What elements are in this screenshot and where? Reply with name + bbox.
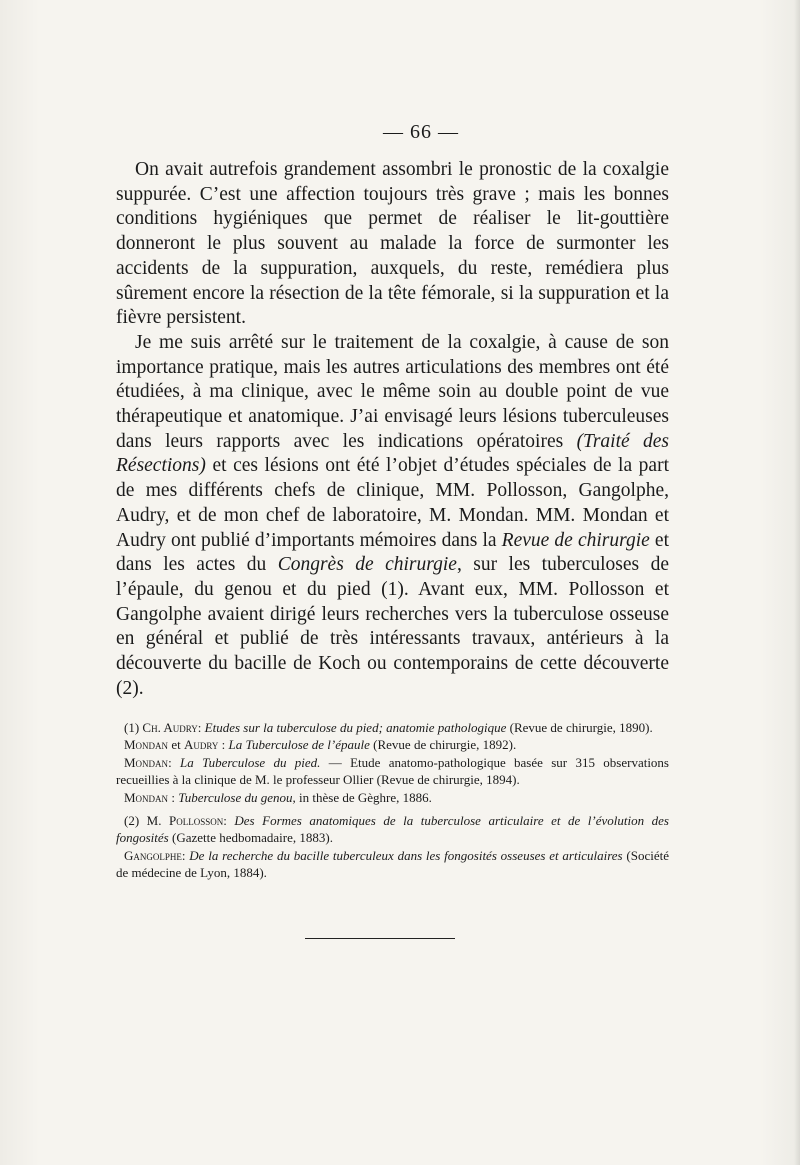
paragraph-2 (116, 331, 669, 702)
footnote-author: Mondan (124, 737, 169, 753)
footnote-source: (Revue de chirurgie, 1890). (506, 720, 653, 735)
footnote-title: La Tuberculose de l’épaule (228, 737, 370, 753)
footnote-marker: (1) (124, 720, 143, 735)
footnote-separator: : (218, 737, 229, 753)
footnote-author: Pollosson (169, 813, 224, 829)
footnote-title: La Tuberculose du pied. (180, 754, 321, 770)
footnote-author: Mondan (124, 754, 169, 770)
footnote-5 (116, 812, 669, 847)
footnote-author: Audry (183, 737, 219, 753)
footnote-2 (116, 736, 669, 753)
footnote-source: (Société de médecine de Lyon, 1884). (116, 847, 669, 881)
paragraph-2-part-a: Je me suis arrêté sur le traitement de la coxalgie, à cause de son importance pratique, mais les autres articulations des membres ont été étudiées, à ma clinique, avec le même soin au double point de vue thérapeutique et anatomique. J’ai envisagé leurs lésions tuberculeuses dans leurs rapports avec les indications opératoires (116, 331, 669, 452)
footnote-author: Mondan (124, 789, 169, 805)
footnote-author: Gangolphe (124, 847, 182, 863)
footnote-title: Tuberculose du genou, (178, 789, 296, 805)
congres-de-chirurgie-title: Congrès de chirurgie (277, 554, 457, 576)
footnote-separator: et (168, 737, 184, 753)
page-number-text: — 66 — (383, 121, 459, 143)
footnote-title: De la recherche du bacille tuberculeux dans les fongosités osseuses et articulaires (189, 847, 623, 863)
footnote-source: (Revue de chirurgie, 1892). (369, 737, 517, 753)
footnote-author: Ch. Audry (142, 720, 198, 735)
footnote-4 (116, 789, 669, 806)
page-number (0, 121, 800, 144)
revue-de-chirurgie-title: Revue de chirurgie (501, 529, 650, 551)
body-text (116, 158, 669, 701)
paragraph-2-part-e: et dans les actes du (116, 529, 669, 576)
footnote-separator: : (223, 813, 235, 829)
footnote-marker: (2) M. (124, 813, 170, 829)
footnote-separator: : (197, 720, 205, 735)
paragraph-2-part-g: , sur les tuberculoses de l’épaule, du genou et du pied (1). Avant eux, MM. Pollosson et Gangolphe avaient dirigé leurs recherches vers la tuberculose osseuse en général et publié de très intéressants travaux, antérieurs à la découverte du bacille de Koch ou contemporains de cette découverte (2). (116, 554, 669, 699)
footnote-separator: : (168, 754, 181, 770)
footnote-separator: : (168, 789, 179, 805)
footnote-3 (116, 754, 669, 789)
footnote-source: in thèse de Gèghre, 1886. (295, 789, 432, 805)
footnote-source: — Etude anatomo-pathologique basée sur 315 observations recueillies à la clinique de M. le professeur Ollier (Revue de chirurgie, 1894). (116, 754, 669, 788)
paragraph-2-part-c: et ces lésions ont été l’objet d’études spéciales de la part de mes différents chefs de clinique, MM. Pollosson, Gangolphe, Audry, et de mon chef de laboratoire, M. Mondan. MM. Mondan et Audry ont publié d’importants mémoires dans la (116, 455, 669, 551)
traite-des-resections-title: (Traité des Résections) (116, 430, 669, 477)
footnote-1 (116, 719, 669, 736)
footnote-separator: : (181, 847, 190, 863)
paragraph-1: On avait autrefois grandement assombri le pronostic de la coxalgie suppurée. C’est une affection toujours très grave ; mais les bonnes conditions hygiéniques que permet de réaliser le lit-gouttière donneront le plus souvent au malade la force de surmonter les accidents de la suppuration, auxquels, du reste, remédiera plus sûrement encore la résection de la tête fémorale, si la suppuration et la fièvre persistent. (116, 159, 669, 329)
page-edge-shadow (794, 0, 800, 1165)
footnote-title: Etudes sur la tuberculose du pied; anatomie pathologique (204, 720, 507, 735)
footnote-source: (Gazette hedbomadaire, 1883). (168, 830, 333, 846)
footnotes (116, 719, 669, 882)
footnote-title: Des Formes anatomiques de la tuberculose articulaire et de l’évolution des fongosités (116, 813, 669, 846)
footnote-6 (116, 847, 669, 882)
end-rule-divider (305, 938, 455, 939)
